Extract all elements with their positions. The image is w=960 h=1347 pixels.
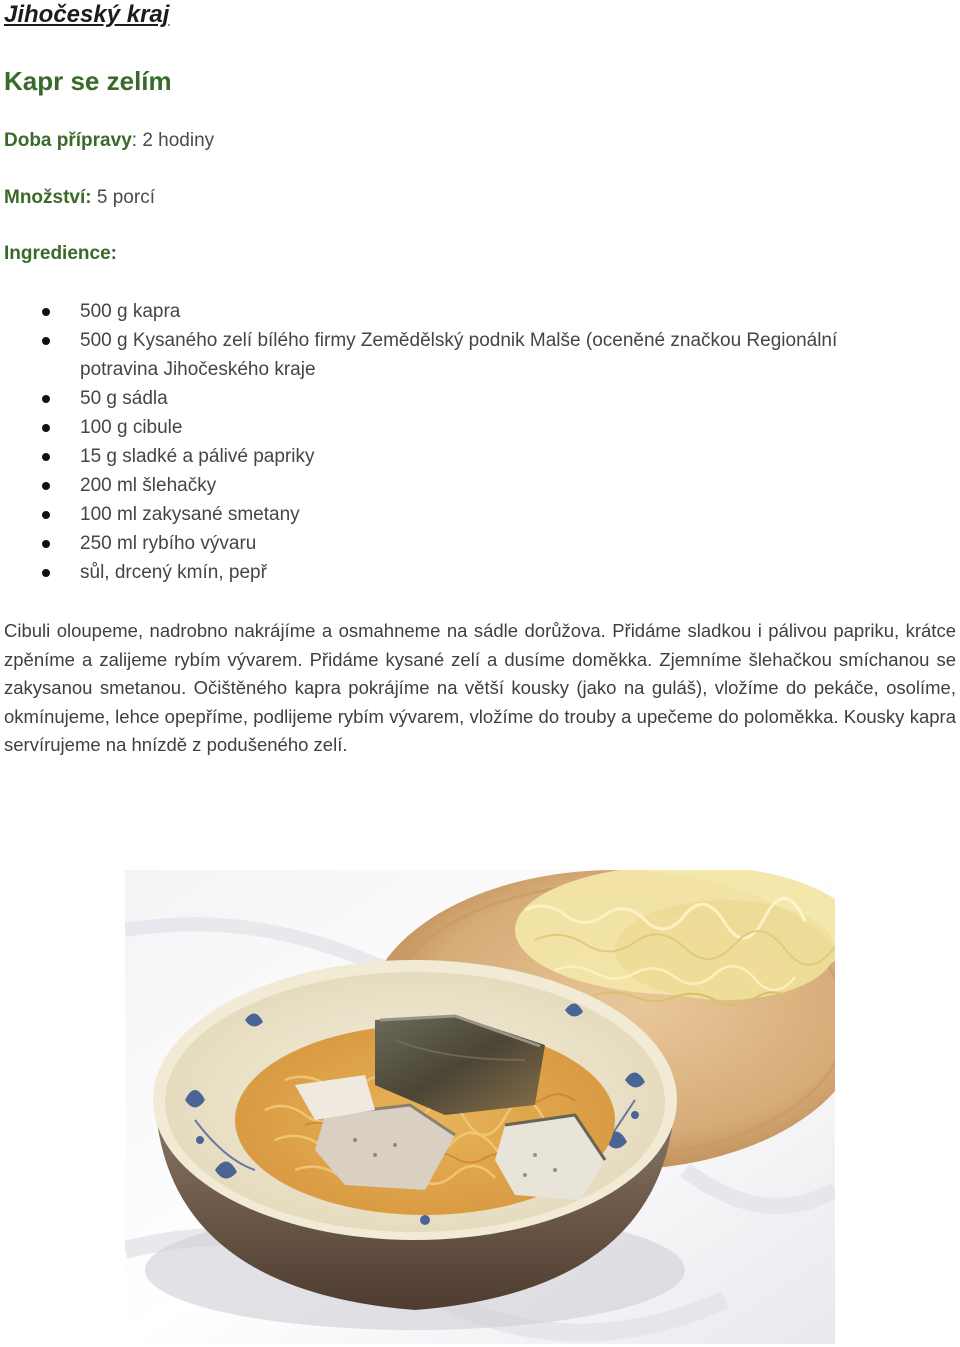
ingredient-item	[40, 529, 920, 558]
region-title: Jihočeský kraj	[4, 1, 170, 28]
prep-time	[4, 128, 214, 154]
quantity	[4, 185, 155, 211]
bullet-icon	[42, 540, 50, 548]
quantity-value: 5 porcí	[91, 187, 155, 208]
ingredient-item	[40, 442, 920, 471]
ingredient-text: 200 ml šlehačky	[80, 475, 217, 496]
ingredient-item	[40, 326, 920, 384]
ingredients-heading	[4, 241, 117, 267]
bullet-icon	[42, 424, 50, 432]
prep-time-label: Doba přípravy	[4, 130, 132, 151]
bullet-icon	[42, 395, 50, 403]
ingredient-text: 100 g cibule	[80, 417, 183, 438]
ingredient-list	[40, 297, 920, 587]
recipe-title: Kapr se zelím	[4, 66, 172, 96]
ingredient-item	[40, 471, 920, 500]
bullet-icon	[42, 482, 50, 490]
ingredient-item	[40, 297, 920, 326]
bullet-icon	[42, 511, 50, 519]
bullet-icon	[42, 308, 50, 316]
ingredients-label: Ingredience:	[4, 243, 117, 264]
ingredient-text: 15 g sladké a pálivé papriky	[80, 446, 315, 467]
bullet-icon	[42, 569, 50, 577]
ingredient-text: sůl, drcený kmín, pepř	[80, 562, 267, 583]
ingredient-text: 100 ml zakysané smetany	[80, 504, 300, 525]
ingredient-text: 500 g Kysaného zelí bílého firmy Zemědělský podnik Malše (oceněné značkou Regionální potravina Jihočeského kraje	[80, 330, 838, 380]
quantity-label: Množství:	[4, 187, 92, 208]
ingredient-item	[40, 558, 920, 587]
ingredient-item	[40, 384, 920, 413]
dish-photo-illustration	[125, 870, 835, 1344]
ingredient-item	[40, 500, 920, 529]
ingredient-text: 500 g kapra	[80, 301, 181, 322]
ingredient-text: 50 g sádla	[80, 388, 168, 409]
ingredient-item	[40, 413, 920, 442]
instructions: Cibuli oloupeme, nadrobno nakrájíme a osmahneme na sádle dorůžova. Přidáme sladkou i pálivou papriku, krátce zpěníme a zalijeme rybím vývarem. Přidáme kysané zelí a dusíme doměkka. Zjemníme šlehačkou smíchanou se zakysanou smetanou. Očištěného kapra pokrájíme na větší kousky (jako na guláš), vložíme do pekáče, osolíme, okmínujeme, lehce opepříme, podlijeme rybím vývarem, vložíme do trouby a upečeme do poloměkka. Kousky kapra servírujeme na hnízdě z podušeného zelí.	[4, 620, 956, 755]
prep-time-value: : 2 hodiny	[131, 130, 215, 151]
bullet-icon	[42, 453, 50, 461]
ingredient-text: 250 ml rybího vývaru	[80, 533, 257, 554]
dish-photo	[125, 870, 835, 1344]
bullet-icon	[42, 337, 50, 345]
